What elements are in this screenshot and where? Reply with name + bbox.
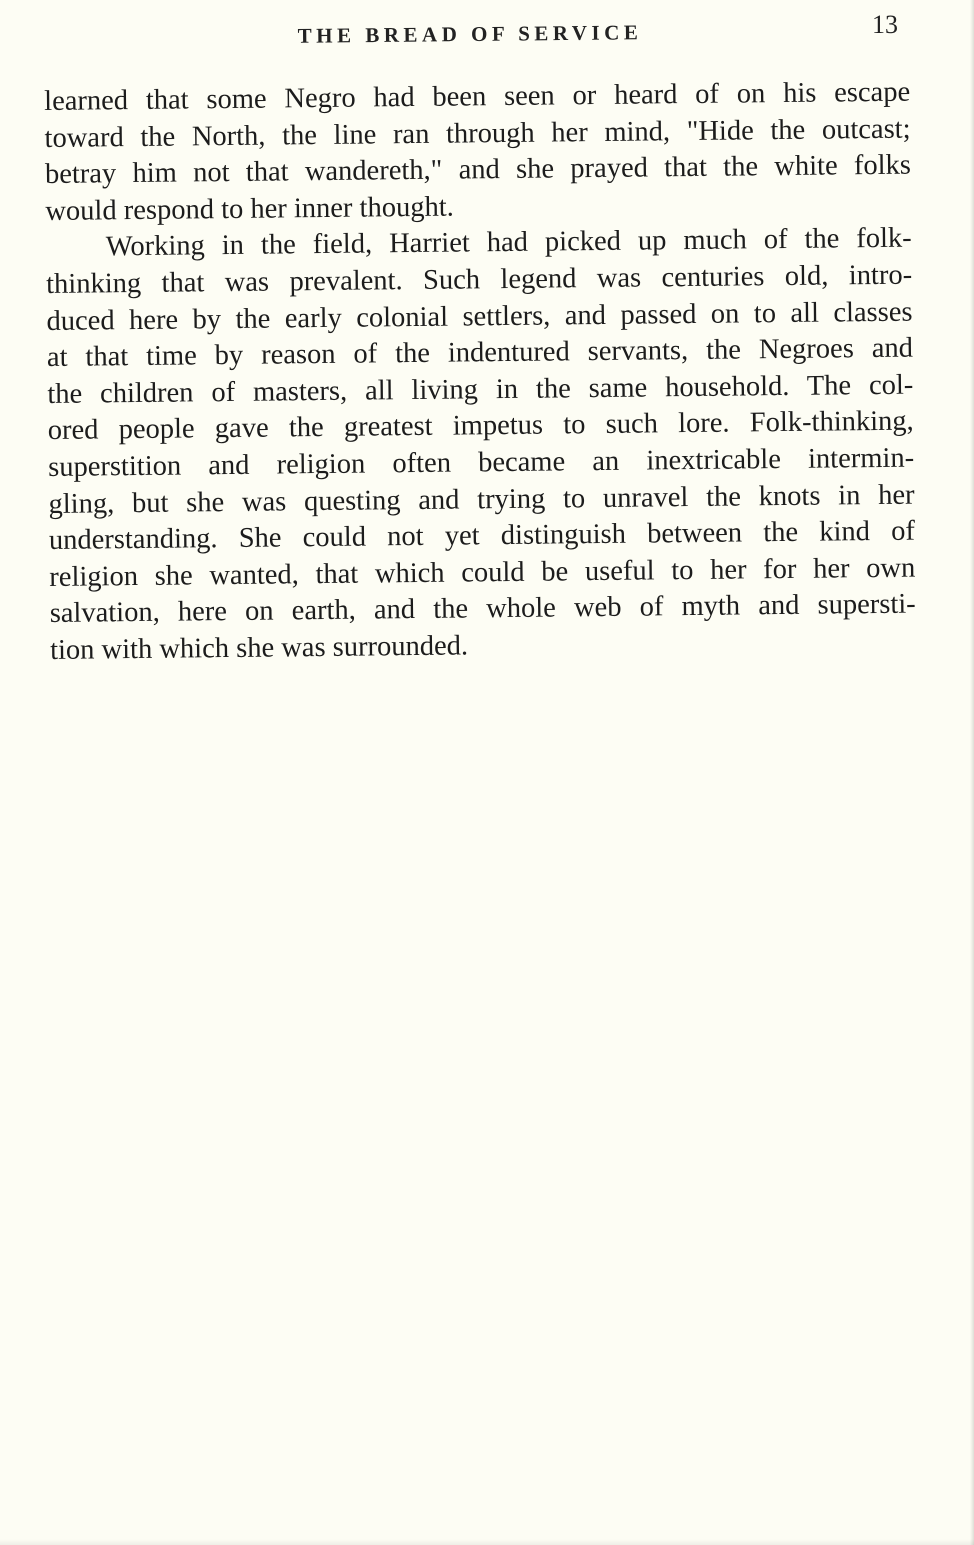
text-line: tion with which she was surrounded.	[49, 630, 469, 666]
text-line: at that time by reason of the indentured servants, the Negroes and	[46, 332, 914, 374]
text-line: learned that some Negro had been seen or heard of on his escape	[44, 76, 911, 117]
text-line: salvation, here on earth, and the whole web of myth and supersti-	[49, 588, 916, 630]
text-line: superstition and religion often became an inextricable intermin-	[47, 442, 915, 483]
text-line: the children of masters, all living in the same household. The col-	[47, 369, 914, 410]
text-line: betray him not that wandereth," and she prayed that the white folks	[44, 149, 912, 191]
text-line: ored people gave the greatest impetus to such lore. Folk-thinking,	[47, 405, 914, 447]
body-text	[44, 75, 916, 670]
page-edge-shadow	[970, 0, 974, 1545]
text-line: duced here by the early colonial settlers, and passed on to all classes	[46, 296, 913, 337]
text-line: gling, but she was questing and trying to unravel the knots in her	[48, 479, 915, 520]
page-number: 13	[872, 10, 898, 39]
text-line: understanding. She could not yet distinguish between the kind of	[48, 515, 916, 557]
page-bottom-shadow	[0, 1539, 974, 1545]
text-line: would respond to her inner thought.	[45, 191, 454, 227]
text-line: thinking that was prevalent. Such legend was centuries old, intro-	[46, 259, 913, 300]
text-line: religion she wanted, that which could be useful to her for her own	[49, 552, 916, 593]
text-line: toward the North, the line ran through her mind, "Hide the outcast;	[44, 113, 911, 154]
running-head: THE BREAD OF SERVICE	[297, 20, 643, 48]
text-line: Working in the field, Harriet had picked up much of the folk-	[105, 222, 912, 263]
